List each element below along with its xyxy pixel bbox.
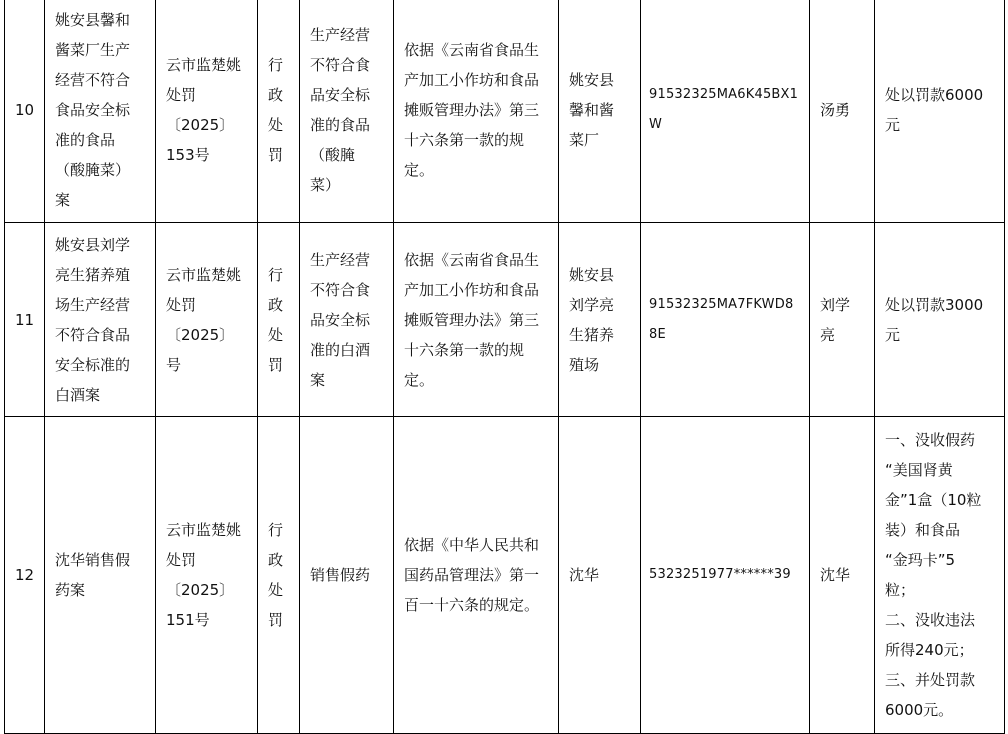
party-name-cell [559, 223, 641, 417]
legal-basis-cell [394, 417, 559, 734]
legal-representative-cell [810, 417, 875, 734]
penalty-result: 一、没收假药 “美国肾黄 金”1盒（10粒 装）和食品 “金玛卡”5 粒； 二、没收违法 所得240元； 三、并处罚款 6000元。 [885, 431, 982, 719]
legal-representative: 沈华 [820, 566, 851, 584]
penalty-result-cell [875, 223, 1005, 417]
penalty-table [4, 0, 1005, 734]
penalty-result: 处以罚款6000 元 [885, 85, 984, 134]
credit-code: 91532325MA7FKWD88E [649, 296, 794, 342]
document-number: 云市监楚姚 处罚 〔2025〕 151号 [166, 521, 242, 629]
penalty-result-cell [875, 417, 1005, 734]
document-number-cell [156, 417, 258, 734]
penalty-result-cell [875, 0, 1005, 223]
case-name: 姚安县馨和 酱菜厂生产 经营不符合 食品安全标 准的食品 （酸腌菜） 案 [55, 10, 131, 209]
row-number: 10 [14, 100, 35, 119]
document-number-cell [156, 0, 258, 223]
table-row [5, 0, 1005, 223]
violation-cell [300, 417, 394, 734]
party-name: 沈华 [569, 566, 600, 584]
legal-basis-cell [394, 223, 559, 417]
penalty-result: 处以罚款3000 元 [885, 295, 984, 344]
violation-cell [300, 0, 394, 223]
party-name: 姚安县 刘学亮 生猪养 殖场 [569, 265, 615, 374]
party-name-cell [559, 417, 641, 734]
penalty-type-cell [258, 0, 300, 223]
case-name-cell [45, 223, 156, 417]
penalty-type: 行 政 处 罚 [268, 55, 284, 164]
legal-representative: 汤勇 [820, 100, 851, 119]
legal-basis: 依据《中华人民共和 国药品管理法》第一 百一十六条的规定。 [404, 536, 540, 614]
row-number: 11 [14, 310, 35, 329]
legal-representative: 刘学 亮 [820, 295, 851, 344]
document-number-cell [156, 223, 258, 417]
violation-cell [300, 223, 394, 417]
penalty-type: 行 政 处 罚 [268, 521, 284, 629]
legal-basis-cell [394, 0, 559, 223]
credit-code: 91532325MA6K45BX1W [649, 86, 799, 132]
case-name-cell [45, 417, 156, 734]
table-row [5, 417, 1005, 734]
row-number-cell [5, 223, 45, 417]
legal-representative-cell [810, 223, 875, 417]
case-name: 沈华销售假 药案 [55, 551, 131, 599]
violation-fact: 生产经营 不符合食 品安全标 准的白酒 案 [310, 250, 371, 389]
credit-code-cell [641, 223, 810, 417]
credit-code-cell [641, 417, 810, 734]
penalty-type-cell [258, 223, 300, 417]
credit-code-cell [641, 0, 810, 223]
row-number-cell [5, 417, 45, 734]
row-number-cell [5, 0, 45, 223]
legal-representative-cell [810, 0, 875, 223]
party-name: 姚安县 馨和酱 菜厂 [569, 70, 615, 149]
document-number: 云市监楚姚 处罚 〔2025〕 153号 [166, 55, 242, 164]
party-name-cell [559, 0, 641, 223]
credit-code: 5323251977******39 [649, 567, 791, 582]
case-name: 姚安县刘学 亮生猪养殖 场生产经营 不符合食品 安全标准的 白酒案 [55, 235, 131, 404]
penalty-type: 行 政 处 罚 [268, 265, 284, 374]
row-number: 12 [14, 566, 35, 584]
violation-fact: 生产经营 不符合食 品安全标 准的食品 （酸腌 菜） [310, 25, 371, 194]
legal-basis: 依据《云南省食品生 产加工小作坊和食品 摊贩管理办法》第三 十六条第一款的规 定。 [404, 40, 540, 179]
case-name-cell [45, 0, 156, 223]
document-number: 云市监楚姚 处罚 〔2025〕号 [166, 265, 242, 374]
legal-basis: 依据《云南省食品生 产加工小作坊和食品 摊贩管理办法》第三 十六条第一款的规 定。 [404, 250, 540, 389]
violation-fact: 销售假药 [310, 566, 371, 584]
penalty-type-cell [258, 417, 300, 734]
table-row [5, 223, 1005, 417]
